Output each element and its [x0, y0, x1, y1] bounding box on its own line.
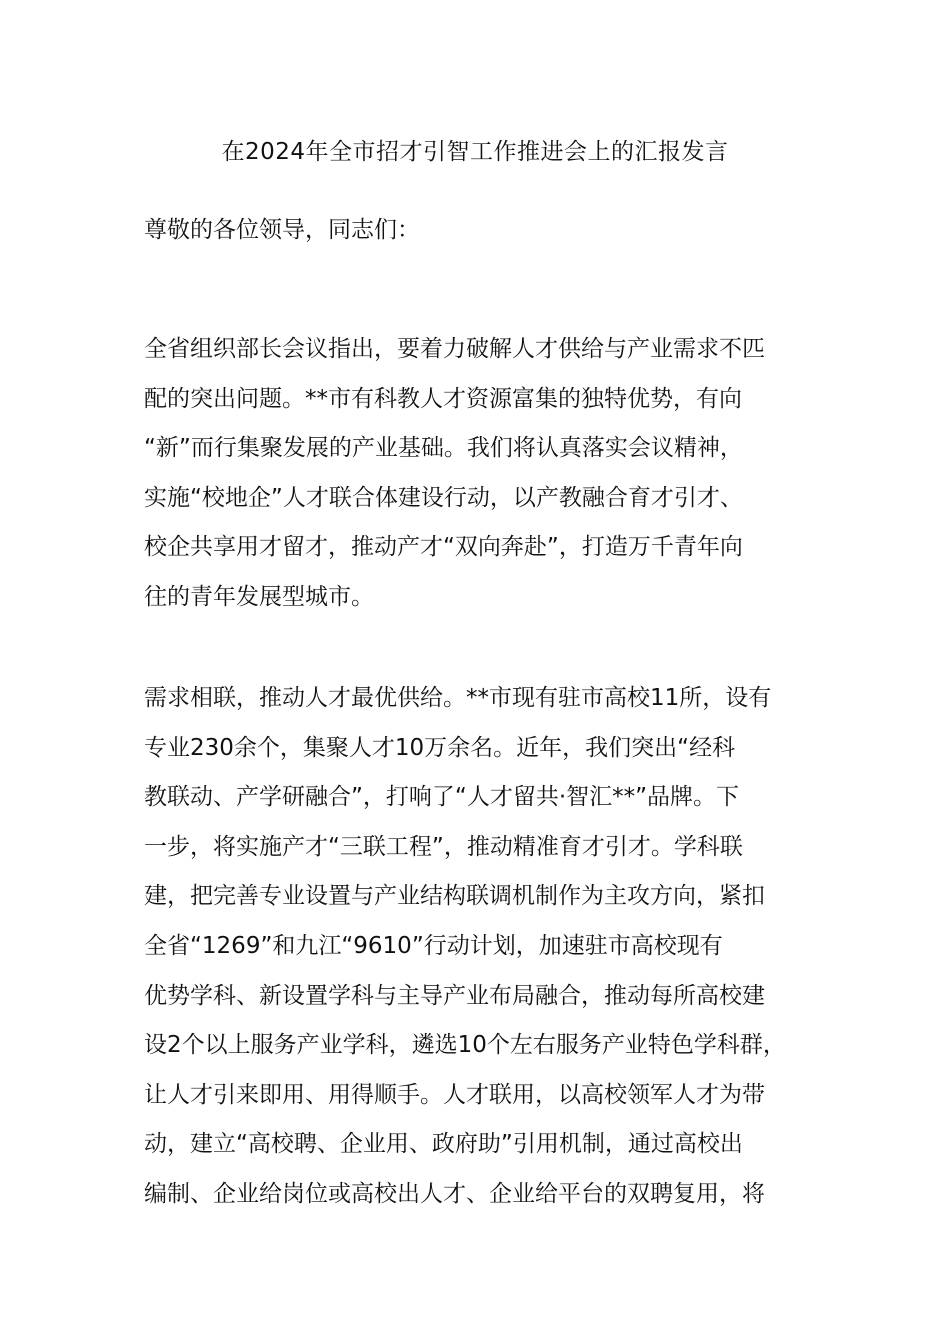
- paragraph-1: [144, 325, 824, 623]
- salutation: [144, 206, 824, 256]
- paragraph-line: 校企共享用才留才，推动产才“双向奔赴”，打造万千青年向: [144, 534, 743, 561]
- paragraph-2: [144, 674, 824, 1220]
- paragraph-line: 动，建立“高校聘、企业用、政府助”引用机制，通过高校出: [144, 1131, 743, 1158]
- paragraph-line: 全省组织部长会议指出，要着力破解人才供给与产业需求不匹: [144, 336, 765, 362]
- paragraph-line: 优势学科、新设置学科与主导产业布局融合，推动每所高校建: [144, 982, 765, 1009]
- paragraph-line: 专业230余个，集聚人才10万余名。近年，我们突出“经科: [144, 734, 736, 761]
- paragraph-line: 需求相联，推动人才最优供给。**市现有驻市高校11所，设有: [144, 685, 772, 711]
- paragraph-line: 设2个以上服务产业学科，遴选10个左右服务产业特色学科群，: [144, 1032, 786, 1059]
- paragraph-line: 教联动、产学研融合”，打响了“人才留共·智汇**”品牌。下: [144, 784, 740, 811]
- paragraph-line: 一步，将实施产才“三联工程”，推动精准育才引才。学科联: [144, 833, 743, 860]
- document-title: 在2024年全市招才引智工作推进会上的汇报发言: [221, 139, 729, 165]
- paragraph-line: 配的突出问题。**市有科教人才资源富集的独特优势，有向: [144, 385, 742, 412]
- paragraph-line: 让人才引来即用、用得顺手。人才联用，以高校领军人才为带: [144, 1081, 765, 1108]
- paragraph-line: 编制、企业给岗位或高校出人才、企业给平台的双聘复用，将: [144, 1180, 765, 1207]
- paragraph-line: “新”而行集聚发展的产业基础。我们将认真落实会议精神，: [144, 435, 743, 462]
- paragraph-line: 往的青年发展型城市。: [144, 583, 374, 610]
- paragraph-line: 全省“1269”和九江“9610”行动计划，加速驻市高校现有: [144, 932, 723, 959]
- paragraph-line: 建，把完善专业设置与产业结构联调机制作为主攻方向，紧扣: [144, 883, 765, 910]
- salutation-line: 尊敬的各位领导，同志们：: [144, 217, 420, 243]
- paragraph-line: 实施“校地企”人才联合体建设行动，以产教融合育才引才、: [144, 484, 743, 511]
